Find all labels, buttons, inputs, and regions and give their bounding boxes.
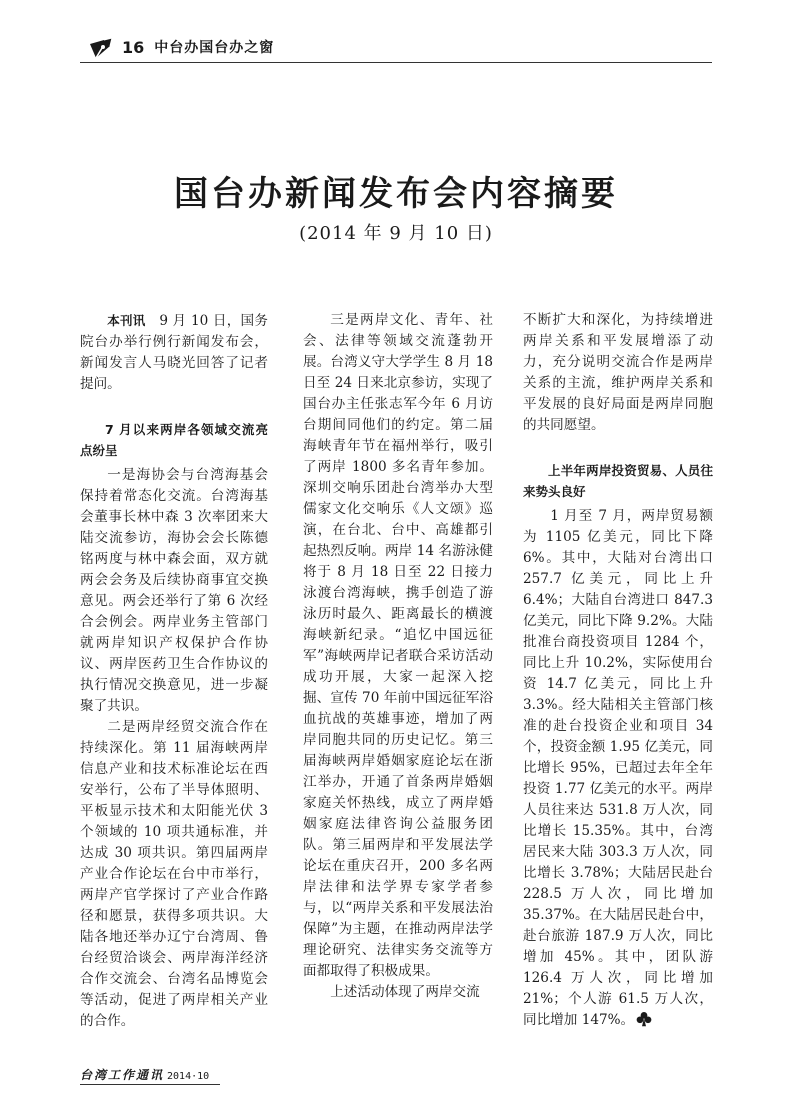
section-heading-exchanges: 7 月以来两岸各领域交流亮点纷呈 <box>80 422 268 458</box>
footer-rule <box>80 1084 220 1085</box>
club-icon <box>636 1011 652 1027</box>
paragraph-continued: 不断扩大和深化，为持续增进两岸关系和平发展增添了动力，充分说明交流合作是两岸关系的主流，维护两岸关系和平发展的良好局面是两岸同胞的共同愿望。 <box>523 312 713 433</box>
lead-text: 9 月 10 日，国务院台办举行例行新闻发布会，新闻发言人马晓光回答了记者提问。 <box>80 313 268 392</box>
page-footer <box>80 1066 209 1083</box>
lead-label: 本刊讯 <box>107 313 146 328</box>
magazine-name: 台湾工作通讯 <box>80 1068 165 1082</box>
paragraph: 上述活动体现了两岸交流 <box>330 984 480 1000</box>
issue-number: 2014·10 <box>167 1071 210 1082</box>
section-name: 中台办国台办之窗 <box>154 40 275 56</box>
paragraph: 1 月至 7 月，两岸贸易额为 1105 亿美元，同比下降 6%。其中，大陆对台湾出口 257.7 亿美元，同比上升 6.4%；大陆自台湾进口 847.3 亿美元，同比下降 9.2%。大陆批准台商投资项目 1284 个，同比上升 10.2%，实际使用台资 14.7 亿美元，同比上升 3.3%。经大陆相关主管部门核准的赴台投资企业和项目 34 个，投资金额 1.95 亿美元，同比增长 95%，已超过去年全年投资 1.77 亿美元的水平。两岸人员往来达 531.8 万人次，同比增长 15.35%。其中，台湾居民来大陆 303.3 万人次，同比增长 3.78%；大陆居民赴台 228.5 万人次，同比增加 35.37%。在大陆居民赴台中，赴台旅游 187.9 万人次，同比增加 45%。其中，团队游 126.4 万人次，同比增加 21%；个人游 61.5 万人次，同比增加 147%。 <box>523 508 713 1028</box>
paragraph: 一是海协会与台湾海基会保持着常态化交流。台湾海基会董事长林中森 3 次率团来大陆交流参访，海协会会长陈德铭两度与林中森会面，双方就两会会务及后续协商事宜交换意见。两会还举行了第 6 次经合会例会。两岸业务主管部门就两岸知识产权保护合作协议、两岸医药卫生合作协议的执行情况交换意见，进一步凝聚了共识。 <box>80 467 268 714</box>
article-date: (2014 年 9 月 10 日) <box>299 223 493 244</box>
page-number: 16 <box>122 37 145 57</box>
lead-paragraph <box>80 310 268 395</box>
column-1 <box>80 310 268 1032</box>
pen-nib-logo-icon <box>88 34 114 60</box>
column-3 <box>523 310 713 1031</box>
paragraph: 二是两岸经贸交流合作在持续深化。第 11 届海峡两岸信息产业和技术标准论坛在西安举行，公布了半导体照明、平板显示技术和太阳能光伏 3 个领域的 10 项共通标准，并达成 30 项共识。第四届两岸产业合作论坛在台中市举行，两岸产官学探讨了产业合作路径和愿景，获得多项共识。大陆各地还举办辽宁台湾周、鲁台经贸洽谈会、两岸海洋经济合作交流会、台湾名品博览会等活动，促进了两岸相关产业的合作。 <box>80 719 268 1029</box>
article-title: 国台办新闻发布会内容摘要 <box>174 174 618 214</box>
column-2 <box>303 310 493 1003</box>
header-rule <box>80 62 712 63</box>
page-header <box>88 34 274 60</box>
paragraph: 三是两岸文化、青年、社会、法律等领域交流蓬勃开展。台湾义守大学学生 8 月 18 日至 24 日来北京参访，实现了国台办主任张志军今年 6 月访台期间同他们的约定。第二届海峡青年节在福州举行，吸引了两岸 1800 多名青年参加。深圳交响乐团赴台湾举办大型儒家文化交响乐《人文颂》巡演，在台北、台中、高雄都引起热烈反响。两岸 14 名游泳健将于 8 月 18 日至 22 日接力泳渡台湾海峡，携手创造了游泳历时最久、距离最长的横渡海峡新纪录。“追忆中国远征军”海峡两岸记者联合采访活动成功开展，大家一起深入挖掘、宣传 70 年前中国远征军浴血抗战的英雄事迹，增加了两岸同胞共同的历史记忆。第三届海峡两岸婚姻家庭论坛在浙江举办，开通了首条两岸婚姻家庭关怀热线，成立了两岸婚姻家庭法律咨询公益服务团队。第三届两岸和平发展法学论坛在重庆召开，200 多名两岸法律和法学界专家学者参与，以“两岸关系和平发展法治保障”为主题，在推动两岸法学理论研究、法律实务交流等方面都取得了积极成果。 <box>303 312 493 979</box>
section-heading-trade: 上半年两岸投资贸易、人员往来势头良好 <box>523 463 713 499</box>
